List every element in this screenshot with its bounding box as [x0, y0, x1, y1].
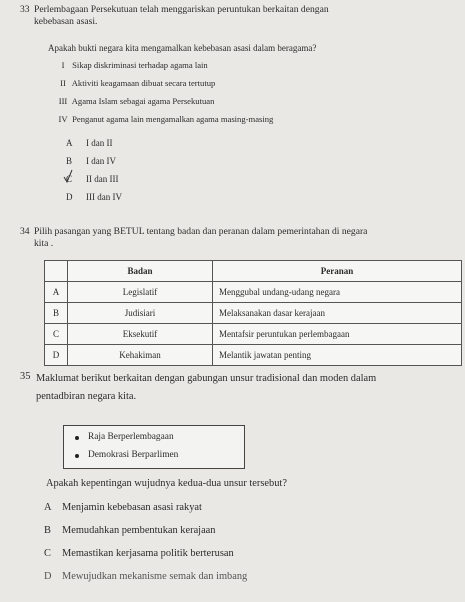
- info-box: [63, 425, 245, 469]
- statement-ii: II Aktiviti keagamaan dibuat secara tertutup: [60, 78, 216, 88]
- table-header-row: [45, 261, 462, 282]
- question-number: 33: [20, 4, 30, 15]
- question-number: 34: [20, 226, 30, 237]
- bullet-icon: [75, 454, 79, 458]
- option-c[interactable]: C II dan III: [66, 174, 119, 184]
- box-item: Raja Berperlembagaan: [88, 432, 174, 442]
- bullet-icon: [75, 436, 79, 440]
- check-mark-icon: [62, 168, 74, 188]
- question-text: Perlembagaan Persekutuan telah menggariskan peruntukan berkaitan dengan kebebasan asasi.: [34, 4, 329, 27]
- option-d[interactable]: D III dan IV: [66, 192, 122, 202]
- statement-i: I Sikap diskriminasi terhadap agama lain: [61, 60, 208, 70]
- table-row[interactable]: A Legislatif Menggubal undang-udang negara: [45, 282, 462, 303]
- box-item: Demokrasi Berparlimen: [88, 450, 178, 460]
- table-row[interactable]: D Kehakiman Melantik jawatan penting: [45, 345, 462, 366]
- option-a[interactable]: A I dan II: [66, 138, 113, 148]
- question-34: [20, 226, 460, 250]
- option-c[interactable]: C Memastikan kerjasama politik berterusan: [44, 548, 234, 559]
- statement-iii: III Agama Islam sebagai agama Persekutuan: [58, 96, 215, 106]
- question-number: 35: [20, 371, 31, 382]
- statement-iv: IV Penganut agama lain mengamalkan agama masing-masing: [58, 114, 274, 124]
- question-35: [20, 370, 460, 406]
- question-35-prompt: Apakah kepentingan wujudnya kedua-dua unsur tersebut?: [46, 478, 287, 489]
- question-33: [20, 4, 460, 28]
- question-text: Pilih pasangan yang BETUL tentang badan dan peranan dalam pemerintahan di negara kita .: [34, 226, 368, 249]
- option-b[interactable]: B I dan IV: [66, 156, 116, 166]
- header-peranan: Peranan: [213, 261, 462, 282]
- header-badan: Badan: [68, 261, 213, 282]
- option-d[interactable]: D Mewujudkan mekanisme semak dan imbang: [44, 571, 248, 582]
- table-row[interactable]: B Judisiari Melaksanakan dasar kerajaan: [45, 303, 462, 324]
- question-text: Maklumat berikut berkaitan dengan gabungan unsur tradisional dan moden dalam pentadbiran negara kita.: [36, 373, 377, 403]
- badan-peranan-table: [44, 260, 462, 366]
- option-b[interactable]: B Memudahkan pembentukan kerajaan: [44, 525, 216, 536]
- table-row[interactable]: C Eksekutif Mentafsir peruntukan perlembagaan: [45, 324, 462, 345]
- question-33-prompt: Apakah bukti negara kita mengamalkan kebebasan asasi dalam beragama?: [48, 43, 317, 53]
- option-a[interactable]: A Menjamin kebebasan asasi rakyat: [44, 502, 202, 513]
